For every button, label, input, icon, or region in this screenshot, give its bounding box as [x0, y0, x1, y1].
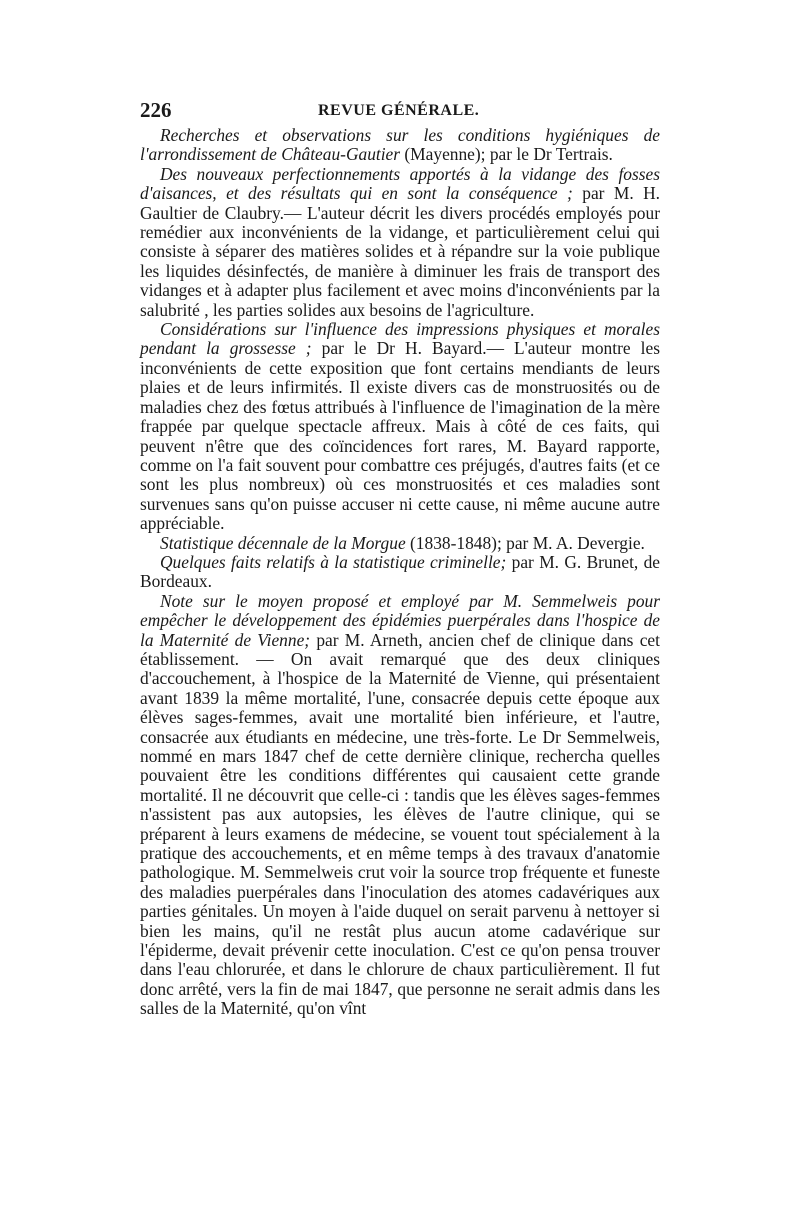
entry-impressions-grossesse	[140, 320, 660, 533]
entry-text: par M. Arneth, ancien chef de clinique dans cet établissement. — On avait remarqué que des deux cliniques d'accouchement, à l'hospice de la Maternité de Vienne, qui présentaient avant 1839 la même mortalité, l'une, consacrée depuis cette époque aux élèves sages-femmes, avait une mortalité bien inférieure, et l'autre, consacrée aux étudiants en médecine, une très-forte. Le Dr Semmelweis, nommé en mars 1847 chef de cette dernière clinique, rechercha quelles pouvaient être les conditions différentes qui causaient cette grande mortalité. Il ne découvrit que celle-ci : tandis que les élèves sages-femmes n'assistent pas aux autopsies, les élèves de l'autre clinique, qui se préparent à leurs examens de médecine, se vouent tout spécialement à la pratique des accouchements, et en même temps à des travaux d'anatomie pathologique. M. Semmelweis crut voir la source trop fréquente et funeste des maladies puerpérales dans l'inoculation des atomes cadavériques aux parties génitales. Un moyen à l'aide duquel on serait parvenu à nettoyer si bien les mains, qu'il ne restât plus aucun atome cadavérique sur l'épiderme, devait prévenir cette inoculation. C'est ce qu'on pensa trouver dans l'eau chlorurée, et dans le chlorure de chaux particulièrement. Il fut donc arrêté, vers la fin de mai 1847, que personne ne serait admis dans les salles de la Maternité, qu'on vînt	[140, 629, 660, 1019]
entry-text: (Mayenne); par le Dr Tertrais.	[400, 144, 613, 165]
entry-title: Statistique décennale de la Morgue	[160, 532, 406, 553]
entry-statistique-criminelle	[140, 553, 660, 592]
page-header	[140, 96, 660, 126]
entry-title: Des nouveaux perfectionnements apportés à la vidange des fosses d'aisances, et des résultats qui en sont la conséquence ;	[140, 163, 660, 204]
entry-vidange-fosses	[140, 165, 660, 320]
document-page	[140, 96, 660, 1019]
entry-statistique-morgue	[140, 534, 660, 553]
running-head: REVUE GÉNÉRALE.	[318, 102, 480, 119]
entry-text: par M. H. Gaultier de Claubry.— L'auteur décrit les divers procédés employés pour remédier aux inconvénients de la vidange, et particulièrement celui qui consiste à séparer des matières solides et à répandre sur la voie publique les liquides désinfectés, de manière à diminuer les frais de transport des vidanges et à adapter plus facilement et avec moins d'inconvénients par la salubrité , les parties solides aux besoins de l'agriculture.	[140, 183, 660, 320]
body-text	[140, 126, 660, 1019]
entry-text: par le Dr H. Bayard.— L'auteur montre les inconvénients de cette exposition que font certains mendiants de leurs plaies et de leurs infirmités. Il existe divers cas de monstruosités ou de maladies chez des fœtus attribués à l'influence de l'imagination de la mère frappée par quelque spectacle affreux. Mais à côté de ces faits, qui peuvent n'être que des coïncidences fort rares, M. Bayard rapporte, comme on l'a fait souvent pour combattre ces préjugés, d'autres faits (et ce sont les plus nombreux) où ces monstruosités et ces maladies sont survenues sans qu'on puisse accuser ni cette cause, ni même aucune autre appréciable.	[140, 338, 660, 534]
entry-hygiene-chateau-gautier	[140, 126, 660, 165]
entry-title: Note sur le moyen proposé et employé par M. Semmelweis pour empêcher le développement des épidémies puerpérales dans l'hospice de la Maternité de Vienne;	[140, 590, 660, 650]
entry-title: Considérations sur l'influence des impressions physiques et morales pendant la grossesse ;	[140, 319, 660, 359]
entry-title: Quelques faits relatifs à la statistique criminelle;	[160, 551, 507, 572]
entry-text: par M. G. Brunet, de Bordeaux.	[140, 551, 661, 592]
page-number: 226	[140, 98, 172, 122]
entry-semmelweis	[140, 592, 660, 1019]
entry-text: (1838-1848); par M. A. Devergie.	[405, 532, 645, 553]
entry-title: Recherches et observations sur les conditions hygiéniques de l'arrondissement de Château-Gautier	[140, 125, 660, 165]
